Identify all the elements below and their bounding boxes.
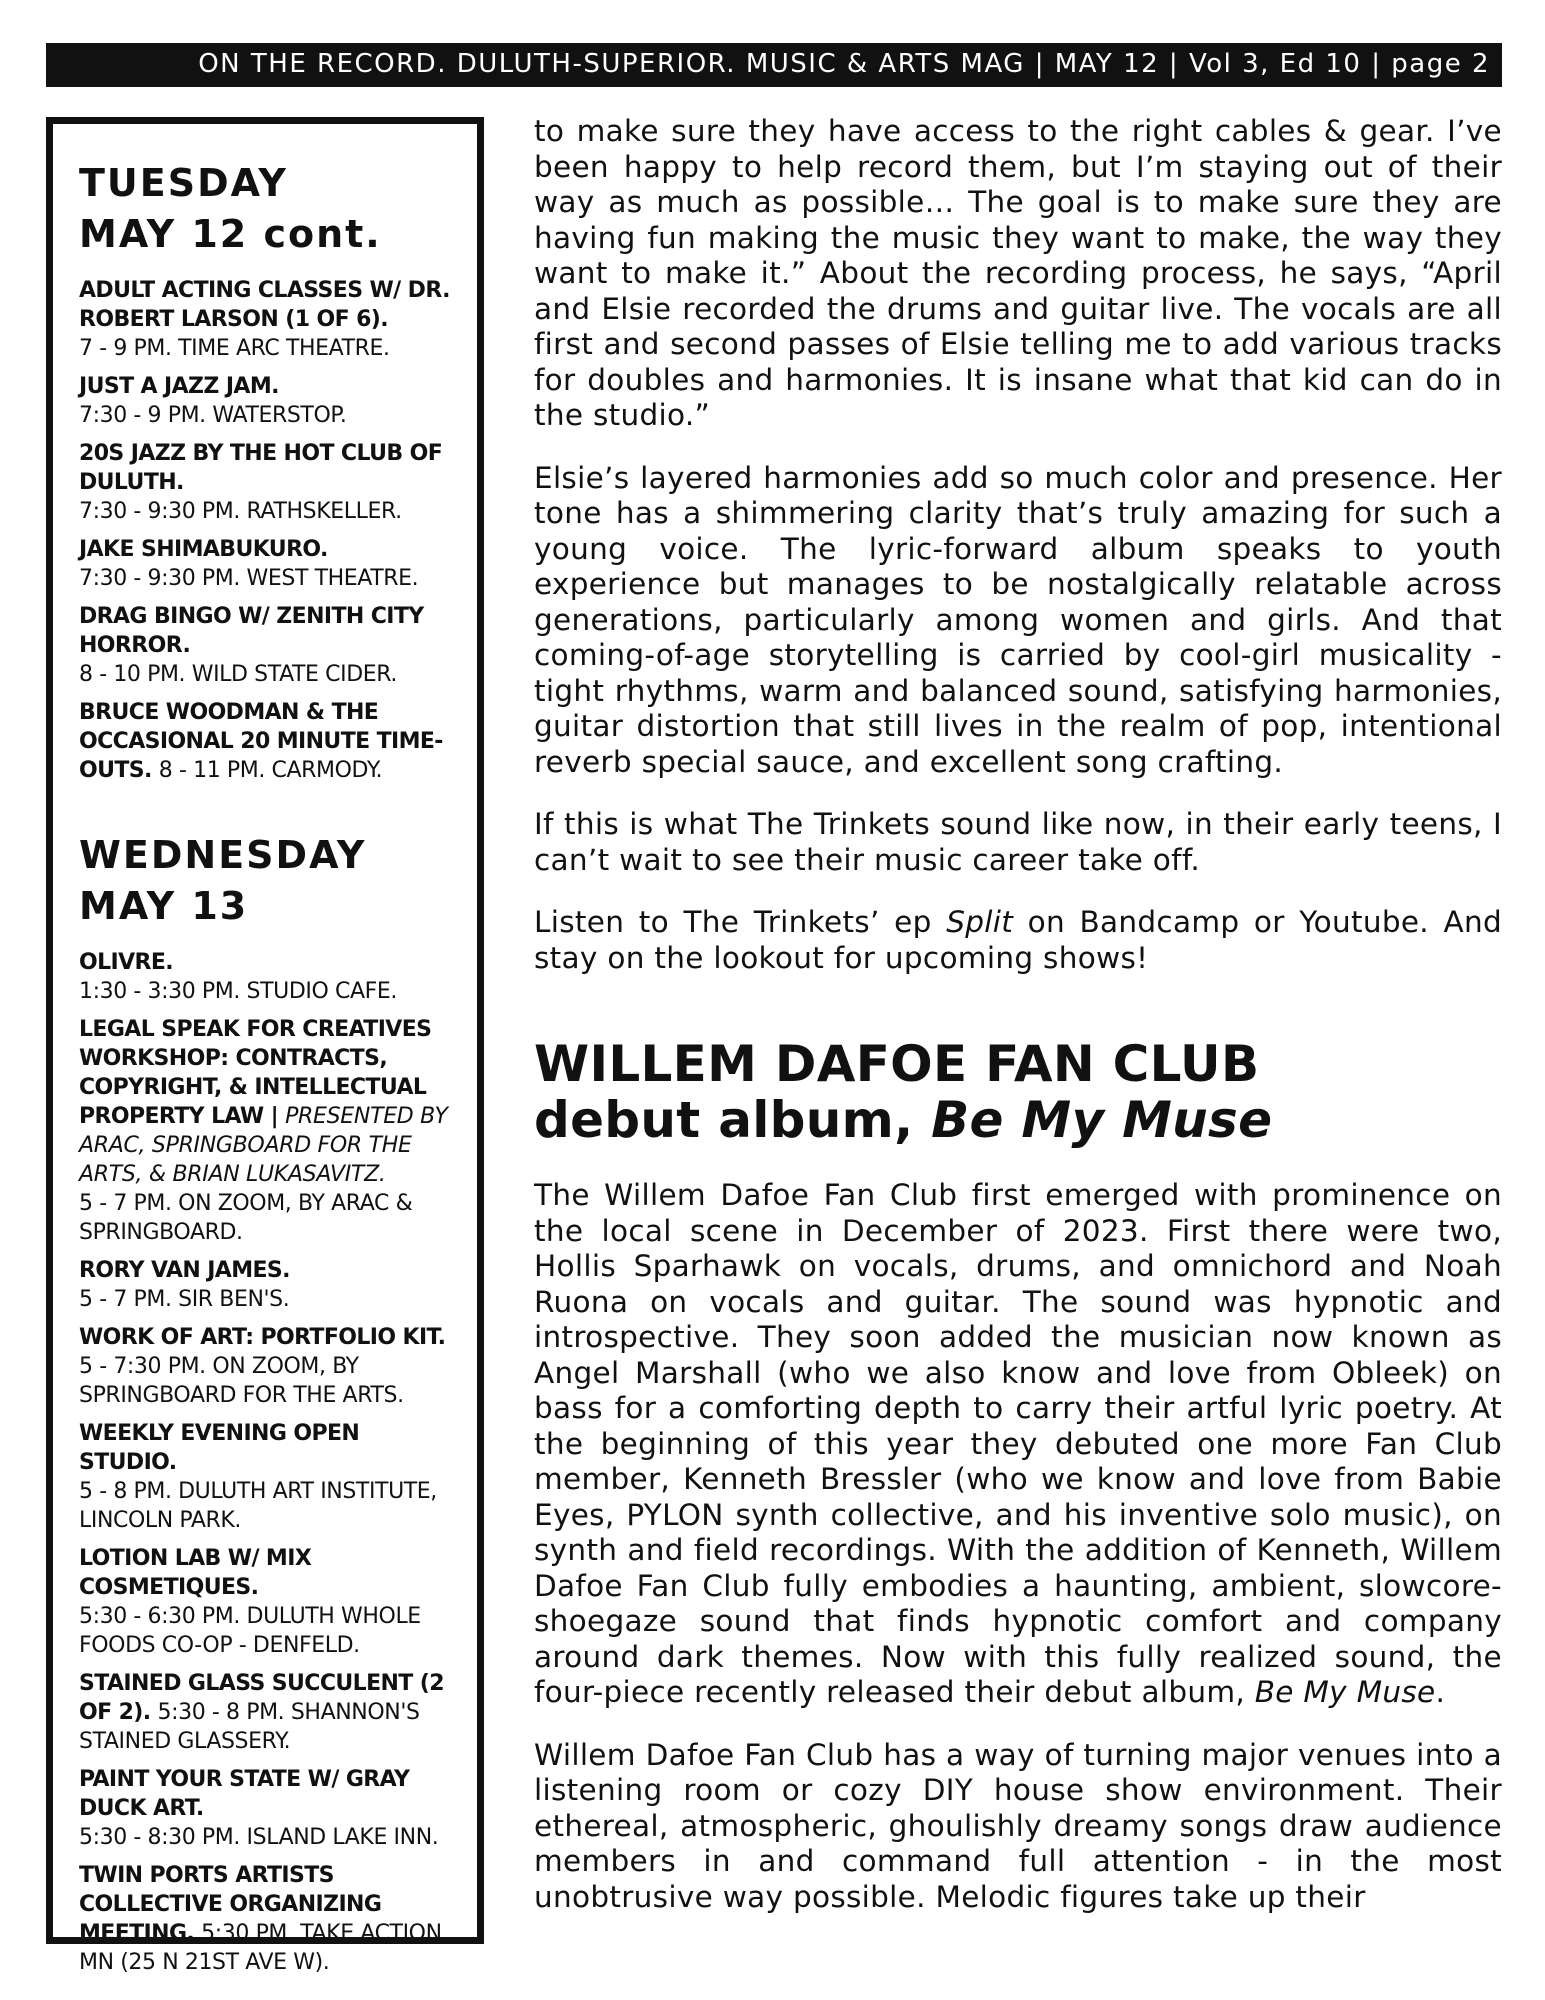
event-title: DRAG BINGO W/ ZENITH CITY HORROR. bbox=[79, 604, 424, 658]
event-details: 5 - 7:30 PM. ON ZOOM, BY SPRINGBOARD FOR THE ARTS. bbox=[79, 1354, 404, 1408]
event-title: RORY VAN JAMES. bbox=[79, 1258, 290, 1283]
event-details: 5:30 PM. TAKE ACTION MN (25 N 21ST AVE W). bbox=[79, 1921, 442, 1975]
event-title: 20S JAZZ BY THE HOT CLUB OF DULUTH. bbox=[79, 441, 443, 495]
spacer bbox=[79, 794, 463, 830]
masthead-text: ON THE RECORD. DULUTH-SUPERIOR. MUSIC & ARTS MAG | MAY 12 | Vol 3, Ed 10 | page 2 bbox=[198, 49, 1490, 79]
day-name: TUESDAY bbox=[79, 161, 288, 205]
article-paragraph: to make sure they have access to the right cables & gear. I’ve been happy to help record them, but I’m staying out of their way as much as possible… The goal is to make sure they are having fun making the music they want to make, the way they want to make it.” About the recording process, he says, “April and Elsie recorded the drums and guitar live. The vocals are all first and second passes of Elsie telling me to add various tracks for doubles and harmonies. It is insane what that kid can do in the studio.” bbox=[534, 114, 1502, 432]
event-details: 5 - 8 PM. DULUTH ART INSTITUTE, LINCOLN PARK. bbox=[79, 1479, 437, 1533]
event-list-tuesday bbox=[79, 276, 463, 785]
event-item bbox=[79, 1256, 463, 1314]
event-item bbox=[79, 948, 463, 1006]
event-details: 5:30 - 8 PM. SHANNON'S STAINED GLASSERY. bbox=[79, 1700, 420, 1754]
day-name: WEDNESDAY bbox=[79, 833, 367, 877]
event-title: STAINED GLASS SUCCULENT (2 OF 2). bbox=[79, 1671, 444, 1725]
event-title: LOTION LAB W/ MIX COSMETIQUES. bbox=[79, 1546, 312, 1600]
article-paragraph bbox=[534, 905, 1502, 976]
day-heading-tuesday bbox=[79, 158, 463, 260]
event-title: WEEKLY EVENING OPEN STUDIO. bbox=[79, 1421, 360, 1475]
event-title: JUST A JAZZ JAM. bbox=[79, 374, 279, 399]
event-item bbox=[79, 372, 463, 430]
event-title: ADULT ACTING CLASSES W/ DR. ROBERT LARSON (1 OF 6). bbox=[79, 278, 450, 332]
event-details: 8 - 11 PM. CARMODY. bbox=[158, 758, 383, 783]
event-presenter: PRESENTED BY ARAC, SPRINGBOARD FOR THE ARTS, & BRIAN LUKASAVITZ. bbox=[79, 1104, 448, 1187]
event-details: 7:30 - 9:30 PM. RATHSKELLER. bbox=[79, 499, 402, 524]
event-details: 1:30 - 3:30 PM. STUDIO CAFE. bbox=[79, 979, 397, 1004]
event-calendar-sidebar bbox=[46, 117, 484, 1975]
event-title: TWIN PORTS ARTISTS COLLECTIVE ORGANIZING MEETING. bbox=[79, 1863, 382, 1946]
event-title: LEGAL SPEAK FOR CREATIVES WORKSHOP: CONTRACTS, COPYRIGHT, & INTELLECTUAL PROPERTY LAW | bbox=[79, 1017, 432, 1129]
article-paragraph: If this is what The Trinkets sound like now, in their early teens, I can’t wait to see their music career take off. bbox=[534, 807, 1502, 877]
event-title: PAINT YOUR STATE W/ GRAY DUCK ART. bbox=[79, 1767, 410, 1821]
event-details: 8 - 10 PM. WILD STATE CIDER. bbox=[79, 662, 397, 687]
event-details: 7:30 - 9:30 PM. WEST THEATRE. bbox=[79, 566, 419, 591]
album-title: Be My Muse bbox=[1254, 1675, 1436, 1709]
event-details: 7 - 9 PM. TIME ARC THEATRE. bbox=[79, 336, 390, 361]
event-details: 5:30 - 8:30 PM. ISLAND LAKE INN. bbox=[79, 1825, 439, 1850]
paragraph-text: . bbox=[1435, 1675, 1446, 1709]
day-date: MAY 13 bbox=[79, 884, 249, 928]
event-title: WORK OF ART: PORTFOLIO KIT. bbox=[79, 1325, 446, 1350]
event-details: 5 - 7 PM. SIR BEN'S. bbox=[79, 1287, 290, 1312]
article-paragraph bbox=[534, 1178, 1502, 1711]
headline-line: WILLEM DAFOE FAN CLUB bbox=[534, 1035, 1260, 1093]
event-item bbox=[79, 602, 463, 689]
album-title: Be My Muse bbox=[931, 1091, 1273, 1149]
event-item bbox=[79, 698, 463, 785]
event-list-wednesday bbox=[79, 948, 463, 1977]
event-item bbox=[79, 1323, 463, 1410]
paragraph-text: The Willem Dafoe Fan Club first emerged with prominence on the local scene in December of 2023. First there were two, Hollis Sparhawk on vocals, drums, and omnichord and Noah Ruona on vocals and guitar. The sound was hypnotic and introspective. They soon added the musician now known as Angel Marshall (who we also know and love from Obleek) on bass for a comforting depth to carry their artful lyric poetry. At the beginning of this year they debuted one more Fan Club member, Kenneth Bressler (who we know and love from Babie Eyes, PYLON synth collective, and his inventive solo music), on synth and field recordings. With the addition of Kenneth, Willem Dafoe Fan Club fully embodies a haunting, ambient, slowcore-shoegaze sound that finds hypnotic comfort and company around dark themes. Now with this fully realized sound, the four-piece recently released their debut album, bbox=[534, 1178, 1502, 1709]
day-heading-wednesday bbox=[79, 830, 463, 932]
article-headline bbox=[534, 1036, 1502, 1148]
masthead-bar bbox=[46, 43, 1502, 87]
ep-title: Split bbox=[946, 905, 1014, 939]
headline-line: debut album, bbox=[534, 1091, 932, 1149]
event-item bbox=[79, 439, 463, 526]
event-details: 5:30 - 6:30 PM. DULUTH WHOLE FOODS CO-OP - DENFELD. bbox=[79, 1604, 421, 1658]
article-paragraph: Elsie’s layered harmonies add so much color and presence. Her tone has a shimmering clarity that’s truly amazing for such a young voice. The lyric-forward album speaks to youth experience but manages to be nostalgically relatable across generations, particularly among women and girls. And that coming-of-age storytelling is carried by cool-girl musicality - tight rhythms, warm and balanced sound, satisfying harmonies, guitar distortion that still lives in the realm of pop, intentional reverb special sauce, and excellent song crafting. bbox=[534, 460, 1502, 779]
event-item bbox=[79, 1765, 463, 1852]
article-paragraph: Willem Dafoe Fan Club has a way of turning major venues into a listening room or cozy DIY house show environment. Their ethereal, atmospheric, ghoulishly dreamy songs draw audience members in and command full attention - in the most unobtrusive way possible. Melodic figures take up their bbox=[534, 1737, 1502, 1914]
paragraph-text: on Bandcamp or Youtube. And stay on the lookout for upcoming shows! bbox=[534, 905, 1502, 975]
event-item bbox=[79, 1015, 463, 1247]
event-item bbox=[79, 1544, 463, 1660]
event-details: 5 - 7 PM. ON ZOOM, BY ARAC & SPRINGBOARD. bbox=[79, 1191, 413, 1245]
event-item bbox=[79, 1669, 463, 1756]
event-title: OLIVRE. bbox=[79, 950, 174, 975]
paragraph-text: Listen to The Trinkets’ ep bbox=[534, 905, 947, 939]
event-details: 7:30 - 9 PM. WATERSTOP. bbox=[79, 403, 347, 428]
event-title: JAKE SHIMABUKURO. bbox=[79, 537, 328, 562]
article-column bbox=[534, 114, 1502, 1942]
event-item bbox=[79, 1861, 463, 1977]
event-item bbox=[79, 1419, 463, 1535]
day-date: MAY 12 cont. bbox=[79, 212, 382, 256]
event-item bbox=[79, 535, 463, 593]
event-title: BRUCE WOODMAN & THE OCCASIONAL 20 MINUTE TIME-OUTS. bbox=[79, 700, 443, 783]
event-item bbox=[79, 276, 463, 363]
